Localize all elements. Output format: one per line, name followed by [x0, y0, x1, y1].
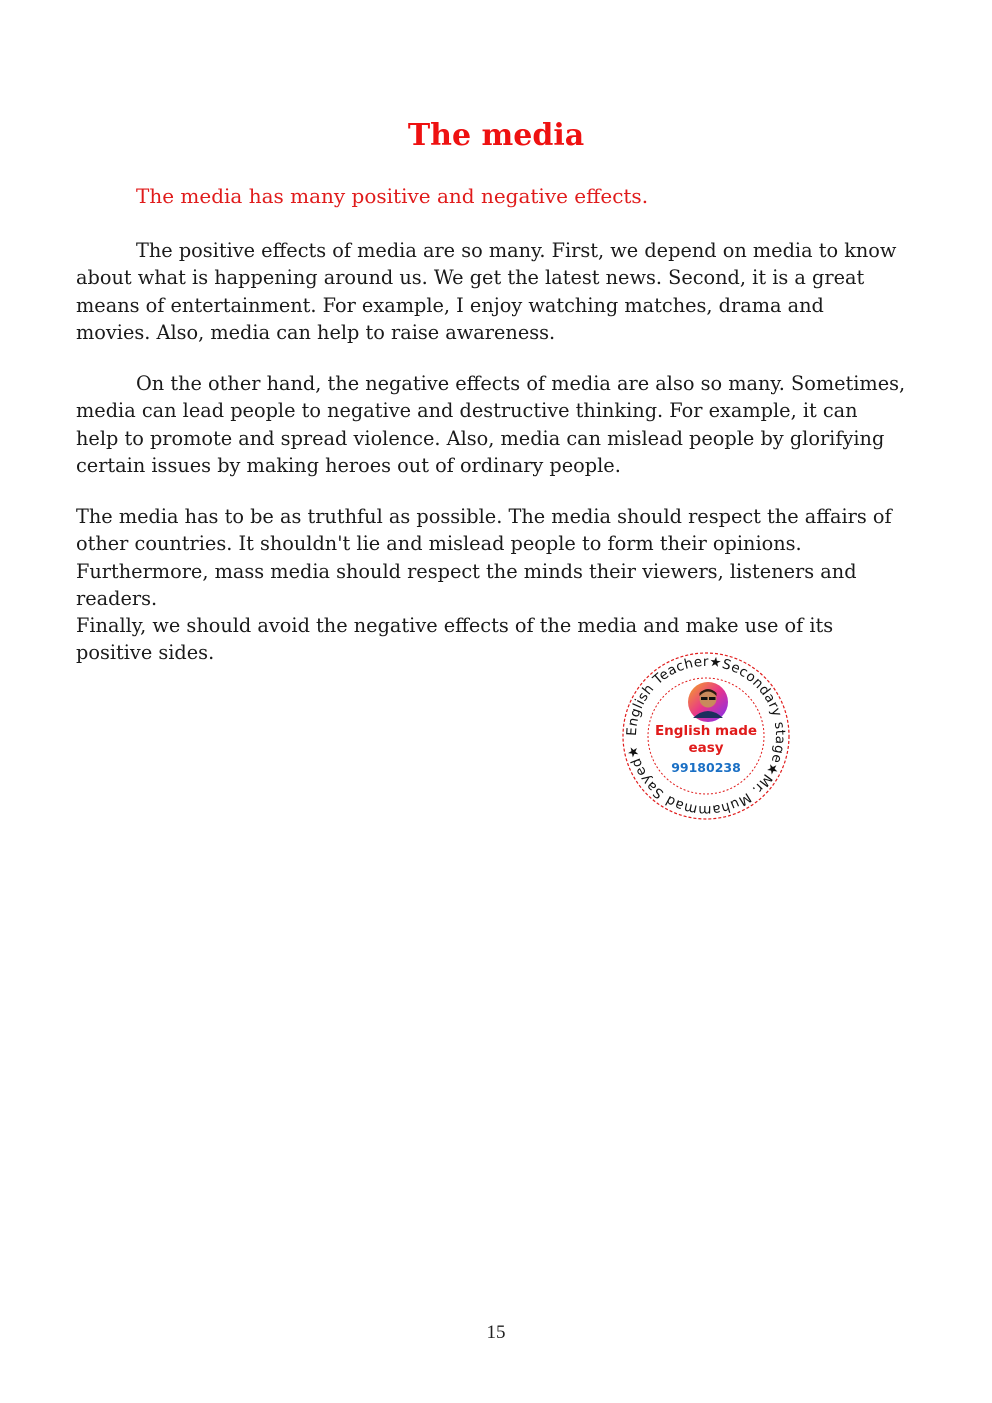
paragraph-positive-effects	[76, 237, 916, 346]
paragraph-line: certain issues by making heroes out of ordinary people.	[76, 453, 621, 477]
paragraph-line: help to promote and spread violence. Also, media can mislead people by glorifying	[76, 426, 885, 450]
paragraph-line: positive sides.	[76, 641, 215, 665]
thesis-statement: The media has many positive and negative effects.	[136, 184, 649, 208]
paragraph-line: On the other hand, the negative effects of media are also so many. Sometimes,	[136, 372, 906, 395]
paragraph-line: other countries. It shouldn't lie and mislead people to form their opinions.	[76, 532, 802, 556]
stamp-ring-textpath: English Teacher★Secondary stage★Mr. Muhammad Sayed★	[623, 653, 789, 819]
paragraph-conclusion	[76, 503, 916, 667]
paragraph-line: means of entertainment. For example, I enjoy watching matches, drama and	[76, 293, 824, 317]
teacher-stamp	[620, 650, 792, 822]
stamp-title	[620, 723, 792, 757]
page-number: 15	[486, 1322, 506, 1343]
avatar-icon	[688, 682, 728, 722]
paragraph-line: movies. Also, media can help to raise awareness.	[76, 320, 556, 344]
stamp-title-line: easy	[688, 740, 724, 756]
paragraph-negative-effects	[76, 370, 916, 479]
paragraph-line: media can lead people to negative and destructive thinking. For example, it can	[76, 399, 858, 423]
paragraph-line: Furthermore, mass media should respect the minds their viewers, listeners and	[76, 559, 857, 583]
stamp-title-line: English made	[654, 723, 758, 739]
paragraph-line: readers.	[76, 586, 158, 610]
paragraph-line: The media has to be as truthful as possible. The media should respect the affairs of	[76, 505, 892, 528]
stamp-phone: 99180238	[671, 760, 741, 775]
page-title: The media	[407, 118, 585, 153]
paragraph-line: about what is happening around us. We get the latest news. Second, it is a great	[76, 266, 865, 290]
paragraph-line: The positive effects of media are so many. First, we depend on media to know	[136, 239, 897, 262]
paragraph-line: Finally, we should avoid the negative effects of the media and make use of its	[76, 614, 834, 638]
